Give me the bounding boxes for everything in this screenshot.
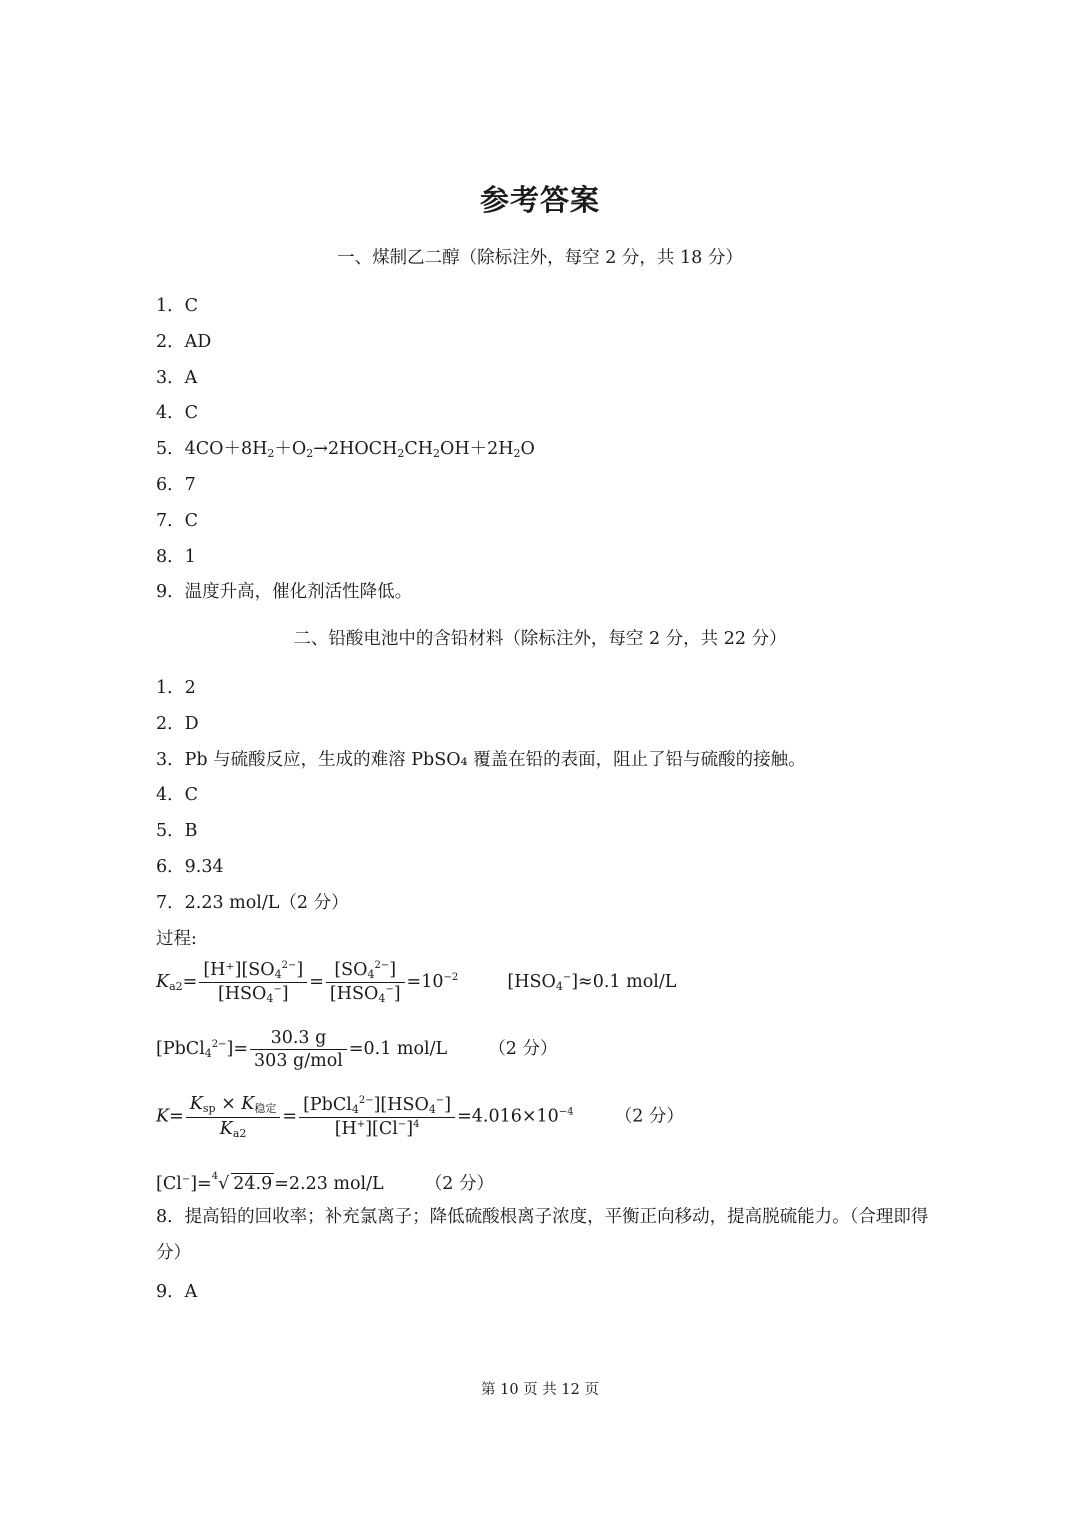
s1-answer-3: 3．A [156, 368, 198, 388]
page-title: 参考答案 [479, 183, 600, 217]
equation-k: K= $\frac{K_{sp} \times K_{稳定}}{K_{a2}}$ = $\frac{[PbCl_4^{2-}][HSO_4^-]}{[H^+][Cl^-]^4}$ $=4.016\times 10^{-4}$ （2 分） [156, 1094, 684, 1140]
s1-answer-7: 7．C [156, 511, 199, 531]
s1-answer-5: 5．$4CO+8H_2+O_2\to 2HOCH_2CH_2OH+2H_2O$ [156, 439, 535, 460]
s2-answer-3: 3．Pb 与硫酸反应，生成的难溶 PbSO₄ 覆盖在铅的表面，阻止了铅与硫酸的接触。 [156, 750, 806, 770]
section1-heading: 一、煤制乙二醇（除标注外，每空 2 分，共 18 分） [337, 248, 743, 268]
s1-answer-2: 2．AD [156, 332, 212, 352]
section2-heading: 二、铅酸电池中的含铅材料（除标注外，每空 2 分，共 22 分） [293, 629, 787, 649]
equation-pbcl4: [PbCl$_4^{2-}$]= $\frac{30.3 g}{\text{303 g/mol}}$ =0.1 mol/L （2 分） [156, 1028, 558, 1071]
radical-icon: √ [218, 1174, 230, 1194]
fraction-3: $\frac{30.3 g}{\text{303 g/mol}}$ [250, 1028, 347, 1071]
equation-5: $4CO+8H_2+O_2\to 2HOCH_2CH_2OH+2H_2O$ [184, 439, 535, 460]
s1-answer-8: 8．1 [156, 547, 196, 567]
process-label: 过程: [156, 929, 197, 949]
s2-answer-2: 2．D [156, 714, 199, 734]
s1-answer-1: 1．C [156, 296, 199, 316]
s2-answer-5: 5．B [156, 821, 198, 841]
s2-answer-4: 4．C [156, 785, 199, 805]
s1-answer-9: 9．温度升高，催化剂活性降低。 [156, 582, 413, 602]
fraction-1: $\frac{[H^+][SO_4^{2-}]}{[HSO_4^-]}$ [199, 960, 307, 1005]
s1-answer-6: 6．7 [156, 475, 196, 495]
equation-cl: [Cl−]=$^4$√ 24.9 =2.23 mol/L （2 分） [156, 1171, 495, 1194]
s2-answer-1: 1．2 [156, 678, 196, 698]
s2-answer-7: 7．2.23 mol/L（2 分） [156, 893, 349, 913]
fraction-5: $\frac{[PbCl_4^{2-}][HSO_4^-]}{[H^+][Cl^-]^4}$ [299, 1095, 455, 1139]
fraction-2: $\frac{[SO_4^{2-}]}{[HSO_4^-]}$ [326, 960, 405, 1005]
s2-answer-8: 8．提高铅的回收率；补充氯离子；降低硫酸根离子浓度，平衡正向移动，提高脱硫能力。（合理即得分） [156, 1207, 929, 1263]
equation-ka2: $K_{a2}=$ $\frac{[H^+][SO_4^{2-}]}{[HSO_4^-]}$ = $\frac{[SO_4^{2-}]}{[HSO_4^-]}$ $=10^{-2}$ $[HSO_4^-]\approx 0.1$ mol/L [156, 960, 677, 1005]
s2-answer-9: 9．A [156, 1282, 198, 1302]
s2-answer-6: 6．9.34 [156, 857, 224, 877]
hso4-note: $[HSO_4^-]\approx 0.1$ mol/L [507, 972, 677, 993]
page-footer: 第 10 页 共 12 页 [481, 1382, 599, 1398]
s1-answer-4: 4．C [156, 403, 199, 423]
fraction-4: $\frac{K_{sp} \times K_{稳定}}{K_{a2}}$ [186, 1094, 281, 1140]
